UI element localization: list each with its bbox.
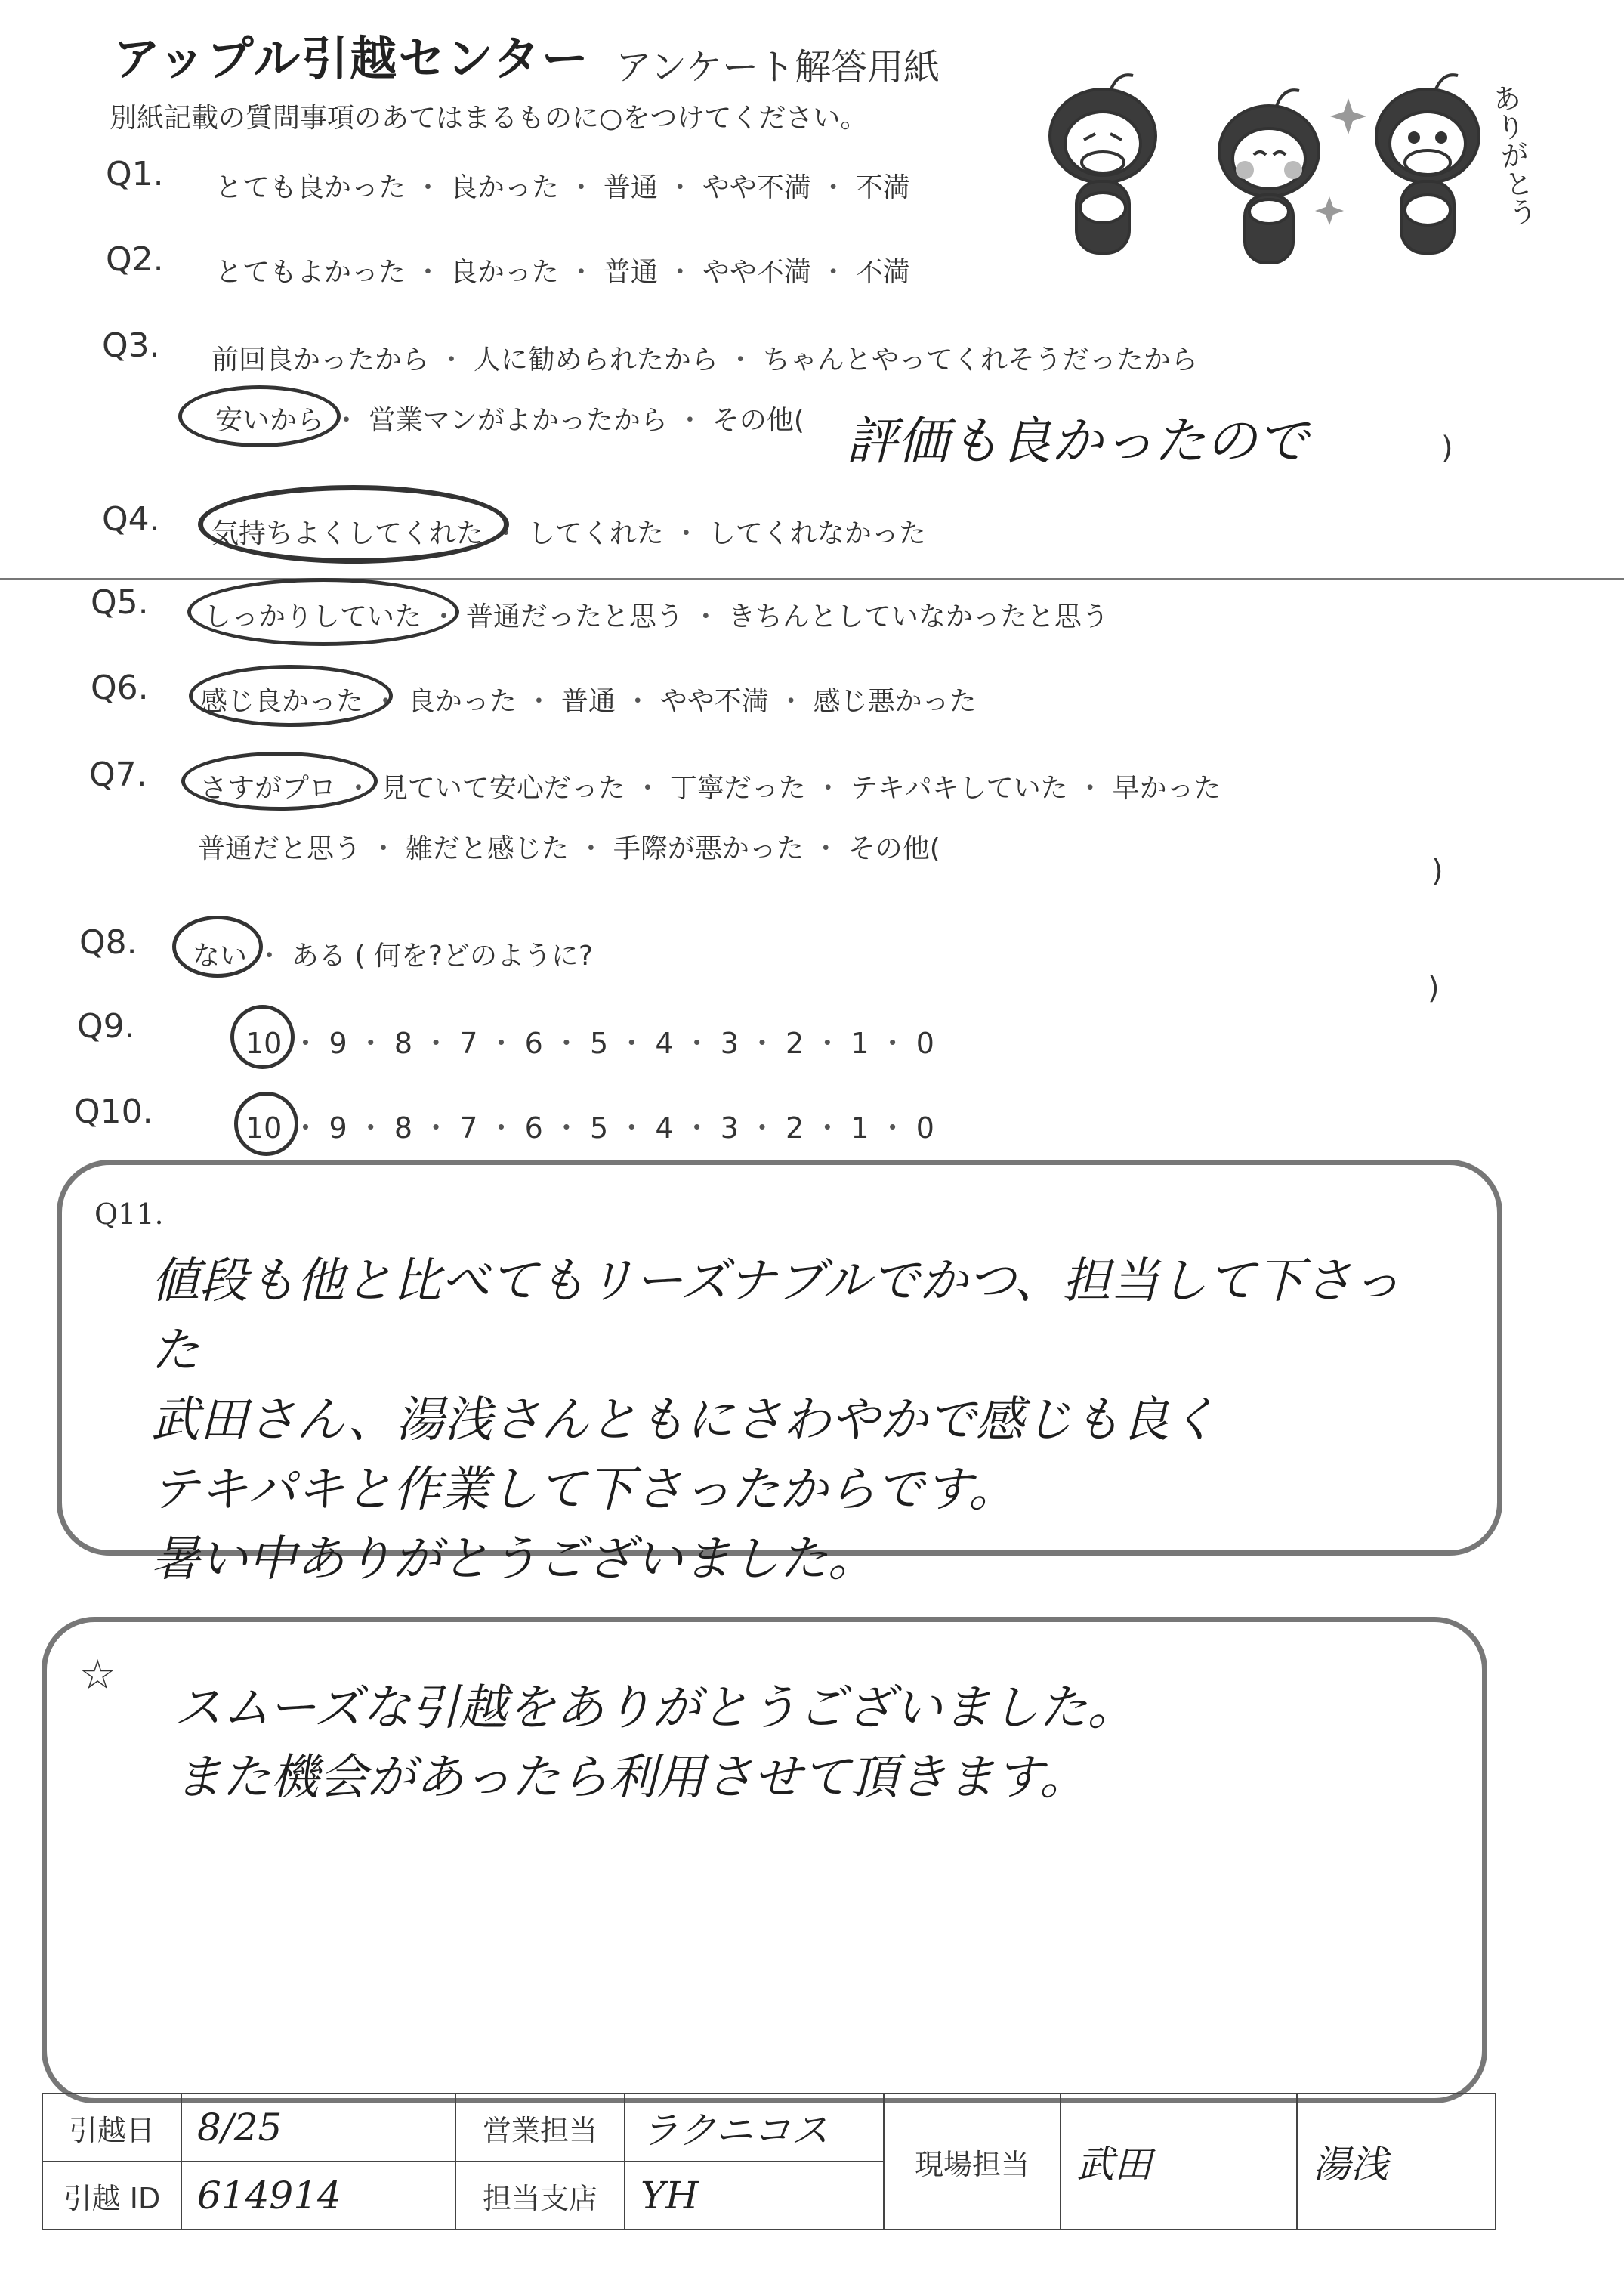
q2-option-4[interactable]: やや不満 (702, 257, 811, 288)
q2-label: Q2. (106, 240, 164, 279)
q7-options-line2: 普通だと思う ・ 雑だと感じた ・ 手際が悪かった ・ その他( (198, 833, 940, 864)
q10-scale-separator: ・ (804, 1111, 851, 1145)
q10-scale-separator: ・ (412, 1111, 460, 1145)
q9-scale-separator: ・ (608, 1027, 656, 1060)
q9-scale-option-9[interactable]: 9 (329, 1027, 347, 1060)
q5-option-2[interactable]: 普通だったと思う (465, 601, 684, 632)
branch-label: 担当支店 (455, 2162, 625, 2230)
q11-line-2: 武田さん、湯浅さんともにさわやかで感じも良く (151, 1392, 1218, 1448)
q10-scale-option-2[interactable]: 2 (786, 1111, 804, 1145)
q7-option-7[interactable]: 雑だと感じた (405, 833, 569, 864)
q1-label: Q1. (106, 155, 164, 193)
q2-option-2[interactable]: 良かった (449, 257, 559, 288)
q9-scale-separator: ・ (804, 1027, 851, 1060)
q10-scale-option-6[interactable]: 6 (524, 1111, 543, 1145)
q10-scale-separator: ・ (673, 1111, 721, 1145)
q9-scale-option-0[interactable]: 0 (915, 1027, 934, 1060)
q7-option-5[interactable]: 早かった (1112, 773, 1221, 804)
q8-option-2[interactable]: ある (291, 941, 346, 972)
q8-detail-prompt: ( 何を?どのように? (354, 941, 594, 972)
q9-scale-separator: ・ (542, 1027, 590, 1060)
q9-label: Q9. (77, 1007, 135, 1046)
q6-option-5[interactable]: 感じ悪かった (813, 686, 977, 717)
fold-line (0, 578, 1624, 580)
q9-scale-separator: ・ (738, 1027, 786, 1060)
branch-value: YH (625, 2162, 884, 2230)
q2-option-3[interactable]: 普通 (603, 257, 658, 288)
form-title: アップル引越センター (113, 31, 590, 86)
q10-scale-separator: ・ (738, 1111, 786, 1145)
field-staff-label: 現場担当 (884, 2094, 1061, 2230)
q7-options-line1: さすがプロ ・ 見ていて安心だった ・ 丁寧だった ・ テキパキしていた ・ 早かった (200, 773, 1221, 804)
q3-options-line1: 前回良かったから ・ 人に勧められたから ・ ちゃんとやってくれそうだったから (211, 345, 1198, 375)
q1-option-2[interactable]: 良かった (449, 172, 559, 203)
thanks-vertical-text: ありがとう (1485, 81, 1539, 229)
q5-option-3[interactable]: きちんとしていなかったと思う (727, 601, 1109, 632)
field-staff-1: 武田 (1061, 2094, 1297, 2230)
q3-option-1[interactable]: 前回良かったから (211, 345, 430, 375)
field-staff-2: 湯浅 (1297, 2094, 1496, 2230)
q9-scale-separator: ・ (282, 1027, 329, 1060)
q7-option-1[interactable]: さすがプロ (200, 773, 337, 804)
q10-scale-separator: ・ (347, 1111, 394, 1145)
footer-info-table (42, 2093, 1496, 2230)
monkey-mascot-illustration (1012, 53, 1541, 272)
q3-option-4[interactable]: 安いから (215, 405, 325, 436)
q1-option-3[interactable]: 普通 (603, 172, 658, 203)
q11-comment-text (151, 1247, 1435, 1594)
q2-option-1[interactable]: とてもよかった (215, 257, 406, 288)
q4-selection-circle (198, 485, 509, 564)
q1-option-4[interactable]: やや不満 (702, 172, 811, 203)
q8-options: ない ・ ある ( 何を?どのように? (193, 941, 594, 972)
q6-option-3[interactable]: 普通 (560, 686, 616, 717)
q7-option-other[interactable]: その他( (848, 833, 940, 864)
q9-scale-option-1[interactable]: 1 (851, 1027, 869, 1060)
q9-scale-separator: ・ (347, 1027, 394, 1060)
q3-selection-circle (178, 385, 341, 447)
q6-option-4[interactable]: やや不満 (659, 686, 769, 717)
q3-label: Q3. (102, 326, 160, 365)
sales-label: 営業担当 (455, 2094, 625, 2162)
q8-label: Q8. (79, 923, 137, 962)
q8-option-1[interactable]: ない (193, 941, 248, 972)
monkey-mascot-3 (1376, 75, 1479, 253)
q4-option-3[interactable]: してくれなかった (708, 518, 926, 549)
q9-scale-separator: ・ (412, 1027, 460, 1060)
q7-option-3[interactable]: 丁寧だった (669, 773, 806, 804)
move-date-label: 引越日 (42, 2094, 181, 2162)
q4-option-1[interactable]: 気持ちよくしてくれた (211, 518, 484, 549)
q3-other-handwritten: 評価も良かったので (846, 412, 1309, 471)
q9-scale-option-7[interactable]: 7 (459, 1027, 478, 1060)
q7-close-paren: ) (1431, 854, 1443, 888)
q7-label: Q7. (89, 756, 147, 794)
q10-label: Q10. (74, 1092, 153, 1131)
q9-scale-option-6[interactable]: 6 (524, 1027, 543, 1060)
q10-scale-option-8[interactable]: 8 (394, 1111, 413, 1145)
move-id-label: 引越 ID (42, 2162, 181, 2230)
q10-scale-option-4[interactable]: 4 (655, 1111, 674, 1145)
q9-scale-option-5[interactable]: 5 (589, 1027, 609, 1060)
star-icon: ☆ (79, 1651, 116, 1698)
q9-scale-option-4[interactable]: 4 (655, 1027, 674, 1060)
q4-option-2[interactable]: してくれた (527, 518, 664, 549)
q9-scale-option-8[interactable]: 8 (394, 1027, 413, 1060)
q10-scale-option-3[interactable]: 3 (720, 1111, 739, 1145)
q5-label: Q5. (91, 583, 149, 622)
q1-options: とても良かった ・ 良かった ・ 普通 ・ やや不満 ・ 不満 (215, 172, 910, 203)
q7-selection-circle (181, 752, 378, 811)
q2-option-5[interactable]: 不満 (855, 257, 910, 288)
q10-scale-separator: ・ (542, 1111, 590, 1145)
q1-option-5[interactable]: 不満 (855, 172, 910, 203)
q9-scale-separator: ・ (673, 1027, 721, 1060)
q3-options-line2: 安いから ・ 営業マンがよかったから ・ その他( (215, 405, 804, 436)
q11-line-4: 暑い中ありがとうございました。 (151, 1531, 876, 1587)
q8-close-paren: ) (1428, 971, 1440, 1006)
q10-scale-option-5[interactable]: 5 (589, 1111, 609, 1145)
q11-label: Q11. (94, 1197, 164, 1231)
q3-option-3[interactable]: ちゃんとやってくれそうだったから (762, 345, 1198, 375)
q3-close-paren: ) (1441, 431, 1453, 465)
q10-scale-option-0[interactable]: 0 (915, 1111, 934, 1145)
q5-selection-circle (187, 578, 459, 646)
q11-line-1: 値段も他と比べてもリーズナブルでかつ、担当して下さった (151, 1253, 1401, 1379)
q9-scale-separator: ・ (477, 1027, 525, 1060)
q6-selection-circle (189, 665, 393, 727)
q10-selection-circle (234, 1092, 298, 1156)
q10-scale (245, 1105, 934, 1146)
q6-option-1[interactable]: 感じ良かった (200, 686, 364, 717)
q4-label: Q4. (102, 500, 160, 539)
q3-option-2[interactable]: 人に勧められたから (473, 345, 718, 375)
move-date-value: 8/25 (181, 2094, 455, 2162)
q9-scale (245, 1020, 934, 1062)
q2-options: とてもよかった ・ 良かった ・ 普通 ・ やや不満 ・ 不満 (215, 257, 910, 288)
q3-option-5[interactable]: 営業マンがよかったから (368, 405, 668, 436)
q7-option-6[interactable]: 普通だと思う (198, 833, 362, 864)
q10-scale-separator: ・ (869, 1111, 916, 1145)
monkey-mascot-1 (1050, 75, 1156, 253)
q9-scale-option-3[interactable]: 3 (720, 1027, 739, 1060)
q1-option-1[interactable]: とても良かった (215, 172, 406, 203)
q9-scale-separator: ・ (869, 1027, 916, 1060)
q7-option-4[interactable]: テキパキしていた (850, 773, 1068, 804)
q10-scale-separator: ・ (608, 1111, 656, 1145)
sales-value: ラクニコス (625, 2094, 884, 2162)
q7-option-8[interactable]: 手際が悪かった (613, 833, 804, 864)
q10-scale-option-1[interactable]: 1 (851, 1111, 869, 1145)
extra-line-2: また機会があったら利用させて頂きます。 (174, 1750, 1088, 1806)
q9-scale-option-2[interactable]: 2 (786, 1027, 804, 1060)
q3-option-other[interactable]: その他( (712, 405, 804, 436)
move-id-value: 614914 (181, 2162, 455, 2230)
q5-options: しっかりしていた ・ 普通だったと思う ・ きちんとしていなかったと思う (204, 601, 1109, 632)
q7-option-2[interactable]: 見ていて安心だった (380, 773, 625, 804)
q9-scale-option-10[interactable]: 10 (245, 1027, 283, 1060)
q10-scale-separator: ・ (282, 1111, 329, 1145)
q5-option-1[interactable]: しっかりしていた (204, 601, 422, 632)
q10-scale-option-9[interactable]: 9 (329, 1111, 347, 1145)
form-subtitle: アンケート解答用紙 (616, 46, 940, 88)
q6-options: 感じ良かった ・ 良かった ・ 普通 ・ やや不満 ・ 感じ悪かった (200, 686, 977, 717)
extra-comment-text (174, 1673, 1420, 1812)
q6-label: Q6. (91, 669, 149, 707)
q11-line-3: テキパキと作業して下さったからです。 (151, 1462, 1017, 1518)
extra-line-1: スムーズな引越をありがとうございました。 (174, 1680, 1136, 1736)
q10-scale-separator: ・ (477, 1111, 525, 1145)
q6-option-2[interactable]: 良かった (407, 686, 517, 717)
monkey-mascot-2 (1219, 90, 1319, 263)
form-instructions: 別紙記載の質問事項のあてはまるものに○をつけてください。 (110, 103, 868, 134)
q10-scale-option-7[interactable]: 7 (459, 1111, 478, 1145)
q10-scale-option-10[interactable]: 10 (245, 1111, 283, 1145)
q8-selection-circle (172, 916, 263, 978)
q9-selection-circle (230, 1005, 295, 1069)
q4-options: 気持ちよくしてくれた ・ してくれた ・ してくれなかった (211, 518, 926, 549)
